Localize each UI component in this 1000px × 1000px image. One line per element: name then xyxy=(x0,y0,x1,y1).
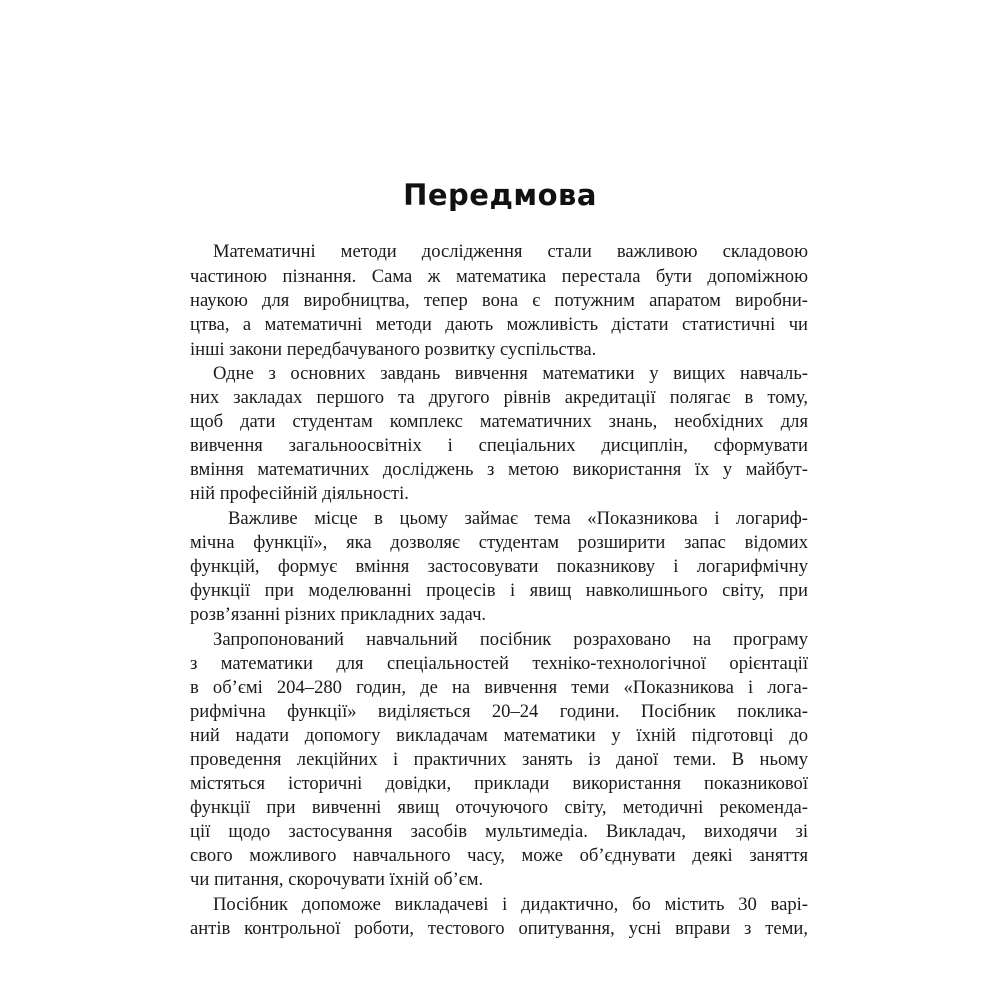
paragraph-line: них закладах першого та другого рівнів акредитації полягає в тому, xyxy=(190,387,808,408)
paragraph-line: функцій, формує вміння застосовувати показникову і логарифмічну xyxy=(190,556,808,577)
paragraph-line: Одне з основних завдань вивчення математики у вищих навчаль- xyxy=(213,363,808,384)
paragraph-line: інші закони передбачуваного розвитку суспільства. xyxy=(190,339,597,360)
paragraph-line: з математики для спеціальностей техніко-технологічної орієнтації xyxy=(190,653,808,674)
paragraph-line: свого можливого навчального часу, може об’єднувати деякі заняття xyxy=(190,845,808,866)
paragraph-line: Математичні методи дослідження стали важливою складовою xyxy=(213,241,808,262)
paragraph-line: ний надати допомогу викладачам математики у їхній підготовці до xyxy=(190,725,808,746)
paragraph-line: антів контрольної роботи, тестового опитування, усні вправи з теми, xyxy=(190,918,808,939)
paragraph-line: функції при вивченні явищ оточуючого світу, методичні рекоменда- xyxy=(190,797,808,818)
paragraph-line: частиною пізнання. Сама ж математика перестала бути допоміжною xyxy=(190,266,808,287)
paragraph-line: вміння математичних досліджень з метою використання їх у майбут- xyxy=(190,459,808,480)
paragraph-line: вивчення загальноосвітніх і спеціальних дисциплін, сформувати xyxy=(190,435,808,456)
paragraph-line: рифмічна функції» виділяється 20–24 години. Посібник поклика- xyxy=(190,701,808,722)
paragraph-line: розв’язанні різних прикладних задач. xyxy=(190,604,487,625)
paragraph-line: Запропонований навчальний посібник розраховано на програму xyxy=(213,629,808,650)
paragraph-line: Важливе місце в цьому займає тема «Показникова і логариф- xyxy=(228,508,808,529)
paragraph-line: ції щодо застосування засобів мультимедіа. Викладач, виходячи зі xyxy=(190,821,808,842)
paragraph-line: містяться історичні довідки, приклади використання показникової xyxy=(190,773,808,794)
paragraph-line: наукою для виробництва, тепер вона є потужним апаратом виробни- xyxy=(190,290,808,311)
paragraph-line: проведення лекційних і практичних занять із даної теми. В ньому xyxy=(190,749,808,770)
page-title: Передмова xyxy=(403,178,597,212)
paragraph-line: чи питання, скорочувати їхній об’єм. xyxy=(190,869,484,890)
paragraph-line: в об’ємі 204–280 годин, де на вивчення теми «Показникова і лога- xyxy=(190,677,808,698)
paragraph-line: щоб дати студентам комплекс математичних знань, необхідних для xyxy=(190,411,808,432)
paragraph-line: функції при моделюванні процесів і явищ навколишнього світу, при xyxy=(190,580,808,601)
paragraph-line: мічна функції», яка дозволяє студентам розширити запас відомих xyxy=(190,532,808,553)
paragraph-line: цтва, а математичні методи дають можливість дістати статистичні чи xyxy=(190,314,808,335)
paragraph-line: Посібник допоможе викладачеві і дидактично, бо містить 30 варі- xyxy=(213,894,808,915)
paragraph-line: ній професійній діяльності. xyxy=(190,483,409,504)
